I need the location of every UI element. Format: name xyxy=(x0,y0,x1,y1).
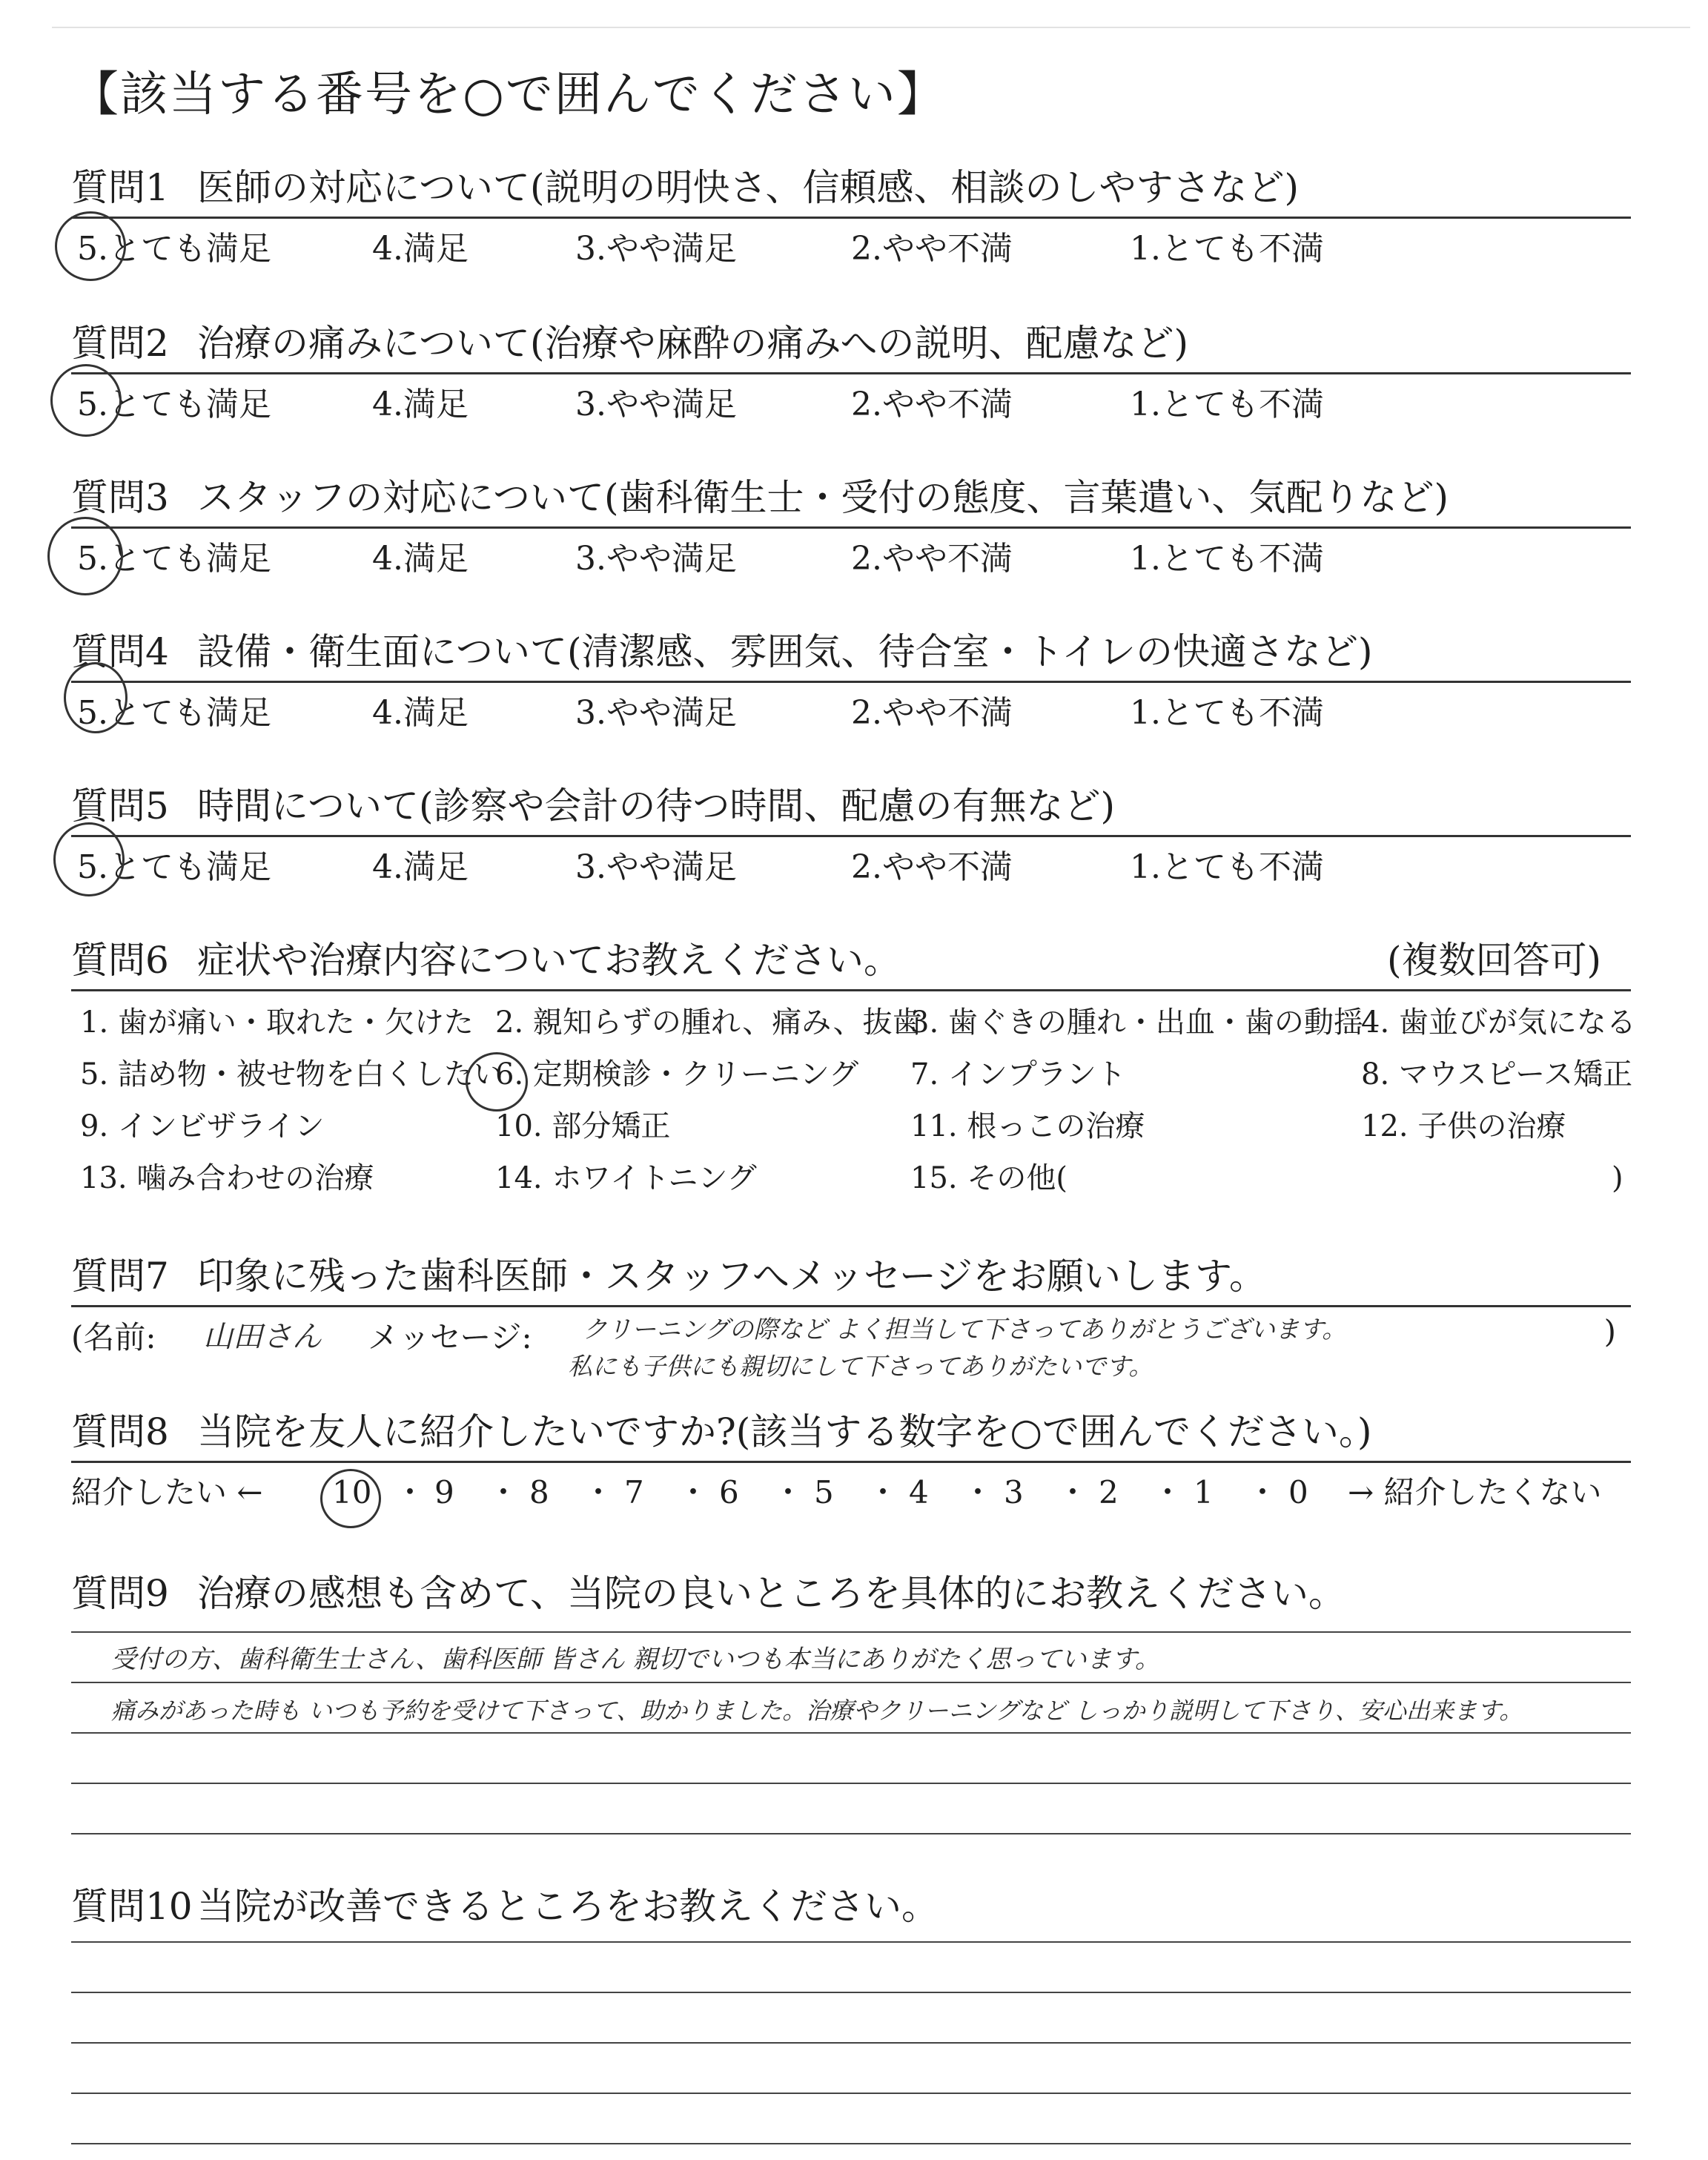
answer-handwritten-line2: 痛みがあった時も いつも予約を受けて下さって、助かりました。治療やクリーニングなど しっかり説明して下さり、安心出来ます。 xyxy=(111,1697,1523,1725)
scale-6[interactable]: 6 xyxy=(719,1474,739,1510)
scale-dot: ・ xyxy=(678,1474,709,1510)
option-1[interactable]: 1.とても不満 xyxy=(1130,848,1324,886)
scale-dot: ・ xyxy=(1057,1474,1089,1510)
name-label: (名前: xyxy=(71,1319,156,1355)
scale-dot: ・ xyxy=(488,1474,520,1510)
question-label: 質問4 xyxy=(71,630,169,673)
rating-options xyxy=(71,374,1631,426)
option-5[interactable]: 5.とても満足 xyxy=(77,540,271,578)
message-handwritten-line2: 私にも子供にも親切にして下さってありがたいです。 xyxy=(568,1352,1153,1381)
symptom-option[interactable]: 4. 歯並びが気になる xyxy=(1361,1005,1636,1040)
answer-line xyxy=(71,1992,1631,1993)
answer-line xyxy=(71,1783,1631,1784)
option-5[interactable]: 5.とても満足 xyxy=(77,386,271,423)
question-header xyxy=(71,937,1631,991)
symptom-option[interactable]: 12. 子供の治療 xyxy=(1361,1109,1566,1143)
scale-7[interactable]: 7 xyxy=(624,1474,644,1510)
recommend-scale xyxy=(71,1463,1631,1522)
question-label: 質問9 xyxy=(71,1572,169,1615)
option-4[interactable]: 4.満足 xyxy=(372,848,469,886)
question-text: スタッフの対応について(歯科衛生士・受付の態度、言葉遣い、気配りなど) xyxy=(197,476,1449,519)
message-handwritten-line1: クリーニングの際など よく担当して下さってありがとうございます。 xyxy=(583,1315,1347,1344)
option-2[interactable]: 2.やや不満 xyxy=(851,848,1013,886)
symptom-option[interactable]: 5. 詰め物・被せ物を白くしたい xyxy=(80,1057,503,1091)
question-5 xyxy=(71,783,1631,889)
question-8 xyxy=(71,1409,1631,1522)
question-label: 質問8 xyxy=(71,1410,169,1453)
message-close-paren: ) xyxy=(1603,1313,1616,1350)
option-2[interactable]: 2.やや不満 xyxy=(851,230,1013,268)
scale-2[interactable]: 2 xyxy=(1099,1474,1119,1510)
symptom-option[interactable]: 8. マウスピース矯正 xyxy=(1361,1057,1633,1091)
rating-options xyxy=(71,683,1631,735)
option-3[interactable]: 3.やや満足 xyxy=(575,540,737,578)
question-3 xyxy=(71,475,1631,581)
symptom-options xyxy=(71,991,1636,1206)
scale-dot: ・ xyxy=(962,1474,994,1510)
question-1 xyxy=(71,165,1631,271)
question-header xyxy=(71,320,1631,374)
option-1[interactable]: 1.とても不満 xyxy=(1130,230,1324,268)
question-label: 質問1 xyxy=(71,166,169,209)
scale-dot: ・ xyxy=(772,1474,804,1510)
answer-line xyxy=(71,1631,1631,1633)
option-1[interactable]: 1.とても不満 xyxy=(1130,694,1324,732)
option-4[interactable]: 4.満足 xyxy=(372,230,469,268)
scale-left-label: 紹介したい ← xyxy=(71,1474,263,1510)
page-title: 【該当する番号を○で囲んでください】 xyxy=(71,67,946,122)
other-close-paren: ) xyxy=(1612,1161,1623,1195)
symptom-option[interactable]: 7. インプラント xyxy=(910,1057,1126,1091)
question-text: 症状や治療内容についてお教えください。 xyxy=(197,939,901,982)
question-9 xyxy=(71,1571,1631,1622)
scale-dot: ・ xyxy=(867,1474,899,1510)
rating-options xyxy=(71,219,1631,271)
scale-4[interactable]: 4 xyxy=(909,1474,929,1510)
question-text: 当院を友人に紹介したいですか?(該当する数字を○で囲んでください。) xyxy=(197,1410,1372,1453)
option-5[interactable]: 5.とても満足 xyxy=(77,848,271,886)
symptom-option-selected[interactable]: 6. 定期検診・クリーニング xyxy=(495,1057,859,1091)
option-3[interactable]: 3.やや満足 xyxy=(575,230,737,268)
rating-options xyxy=(71,837,1631,889)
message-label: メッセージ: xyxy=(368,1319,532,1355)
question-text: 治療の感想も含めて、当院の良いところを具体的にお教えください。 xyxy=(197,1572,1345,1615)
scale-dot: ・ xyxy=(583,1474,615,1510)
answer-line xyxy=(71,1732,1631,1734)
question-text: 設備・衛生面について(清潔感、雰囲気、待合室・トイレの快適さなど) xyxy=(197,630,1373,673)
question-header xyxy=(71,629,1631,683)
question-text: 治療の痛みについて(治療や麻酔の痛みへの説明、配慮など) xyxy=(197,322,1189,365)
question-header xyxy=(71,1409,1631,1463)
option-4[interactable]: 4.満足 xyxy=(372,540,469,578)
question-label: 質問2 xyxy=(71,322,169,365)
answer-line xyxy=(71,1682,1631,1683)
question-header xyxy=(71,165,1631,219)
option-4[interactable]: 4.満足 xyxy=(372,694,469,732)
scale-0[interactable]: 0 xyxy=(1288,1474,1308,1510)
question-header xyxy=(71,1571,1631,1622)
name-handwritten: 山田さん xyxy=(203,1320,322,1354)
option-2[interactable]: 2.やや不満 xyxy=(851,694,1013,732)
answer-line xyxy=(71,1941,1631,1943)
option-1[interactable]: 1.とても不満 xyxy=(1130,386,1324,423)
symptom-option[interactable]: 1. 歯が痛い・取れた・欠けた xyxy=(80,1005,474,1040)
option-4[interactable]: 4.満足 xyxy=(372,386,469,423)
scale-dot: ・ xyxy=(1247,1474,1279,1510)
option-5[interactable]: 5.とても満足 xyxy=(77,230,271,268)
question-label: 質問5 xyxy=(71,785,169,828)
question-2 xyxy=(71,320,1631,426)
question-label: 質問6 xyxy=(71,939,169,982)
option-3[interactable]: 3.やや満足 xyxy=(575,386,737,423)
symptom-option[interactable]: 2. 親知らずの腫れ、痛み、抜歯 xyxy=(495,1005,922,1040)
answer-line xyxy=(71,2143,1631,2144)
answer-line xyxy=(71,1833,1631,1834)
scale-dot: ・ xyxy=(394,1474,426,1510)
top-rule xyxy=(52,27,1690,28)
question-header xyxy=(71,1253,1631,1307)
symptom-option[interactable]: 14. ホワイトニング xyxy=(495,1161,757,1195)
symptom-option[interactable]: 9. インビザライン xyxy=(80,1109,325,1143)
option-2[interactable]: 2.やや不満 xyxy=(851,386,1013,423)
question-text: 医師の対応について(説明の明快さ、信頼感、相談のしやすさなど) xyxy=(197,166,1300,209)
question-text: 当院が改善できるところをお教えください。 xyxy=(197,1885,939,1928)
scale-5[interactable]: 5 xyxy=(814,1474,834,1510)
answer-line xyxy=(71,2042,1631,2044)
question-header xyxy=(71,475,1631,529)
question-10 xyxy=(71,1883,1631,1935)
scale-right-label: → 紹介したくない xyxy=(1348,1474,1602,1510)
question-label: 質問10 xyxy=(71,1885,193,1928)
question-6 xyxy=(71,937,1636,1206)
option-1[interactable]: 1.とても不満 xyxy=(1130,540,1324,578)
symptom-option[interactable]: 11. 根っこの治療 xyxy=(910,1109,1145,1143)
option-3[interactable]: 3.やや満足 xyxy=(575,694,737,732)
scale-10[interactable]: 10 xyxy=(332,1474,372,1510)
message-area xyxy=(71,1307,1631,1389)
scale-3[interactable]: 3 xyxy=(1004,1474,1024,1510)
scale-dot: ・ xyxy=(1152,1474,1184,1510)
symptom-option[interactable]: 10. 部分矯正 xyxy=(495,1109,671,1143)
symptom-option-other[interactable]: 15. その他( xyxy=(910,1161,1068,1195)
scale-9[interactable]: 9 xyxy=(434,1474,454,1510)
symptom-option[interactable]: 13. 噛み合わせの治療 xyxy=(80,1161,374,1195)
option-5[interactable]: 5.とても満足 xyxy=(77,694,271,732)
scale-1[interactable]: 1 xyxy=(1194,1474,1214,1510)
option-3[interactable]: 3.やや満足 xyxy=(575,848,737,886)
question-4 xyxy=(71,629,1631,735)
scale-8[interactable]: 8 xyxy=(529,1474,549,1510)
rating-options xyxy=(71,529,1631,581)
question-text: 時間について(診察や会計の待つ時間、配慮の有無など) xyxy=(197,785,1116,828)
answer-line xyxy=(71,2093,1631,2094)
question-header xyxy=(71,783,1631,837)
question-header xyxy=(71,1883,1631,1935)
question-text: 印象に残った歯科医師・スタッフへメッセージをお願いします。 xyxy=(197,1255,1266,1298)
symptom-option[interactable]: 3. 歯ぐきの腫れ・出血・歯の動揺 xyxy=(910,1005,1363,1040)
question-label: 質問3 xyxy=(71,476,169,519)
option-2[interactable]: 2.やや不満 xyxy=(851,540,1013,578)
multiple-answer-note: (複数回答可) xyxy=(1386,939,1601,982)
question-label: 質問7 xyxy=(71,1255,169,1298)
answer-handwritten-line1: 受付の方、歯科衛生士さん、歯科医師 皆さん 親切でいつも本当にありがたく思っています。 xyxy=(111,1645,1160,1674)
question-7 xyxy=(71,1253,1631,1389)
